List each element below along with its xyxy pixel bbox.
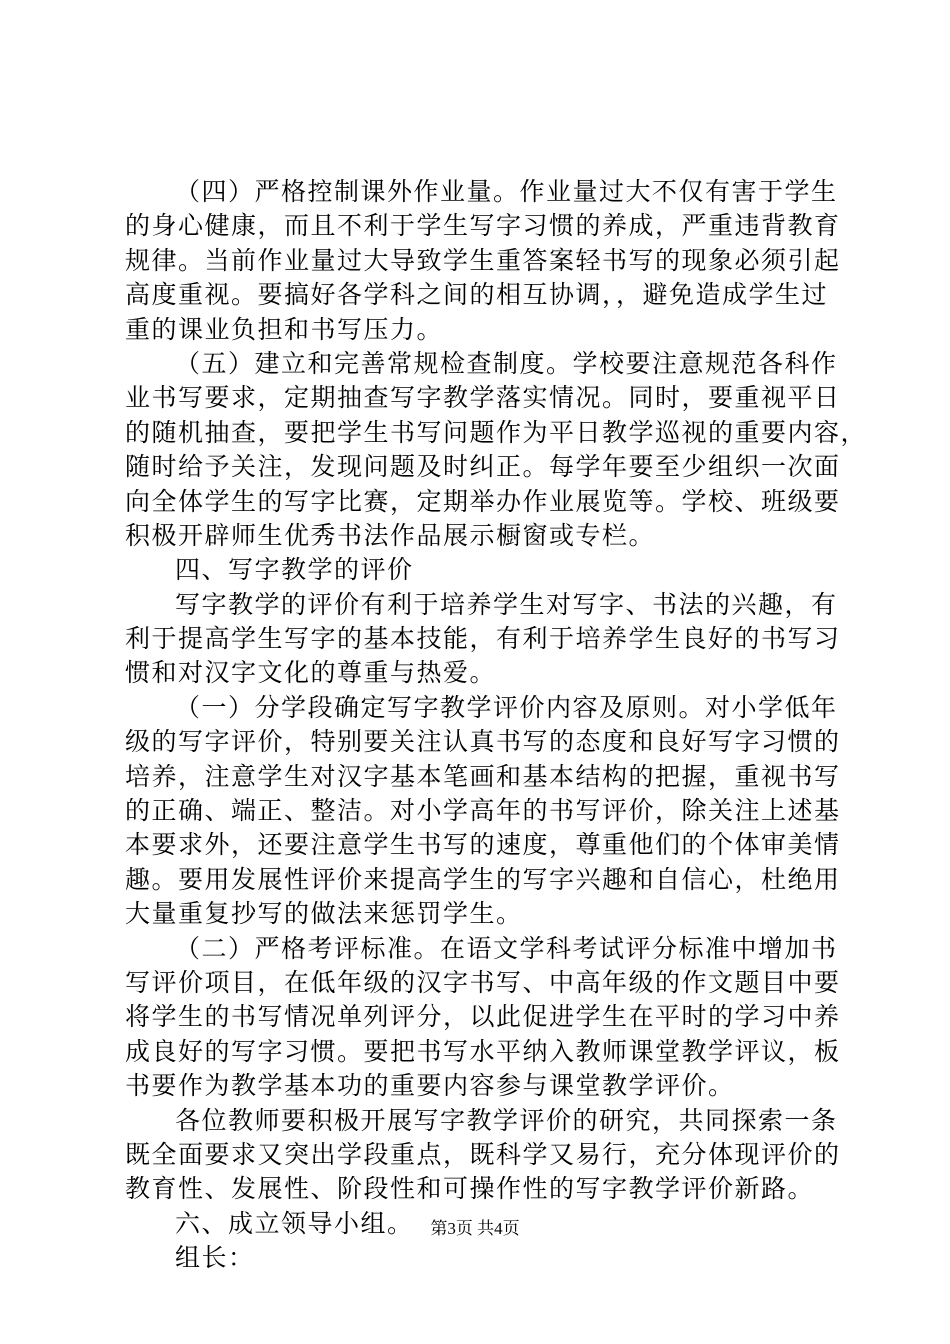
text-line: 将学生的书写情况单列评分，以此促进学生在平时的学习中养 [125, 1002, 841, 1032]
text-line: 各位教师要积极开展写字教学评价的研究，共同探索一条 [175, 1105, 838, 1135]
text-line: 业书写要求，定期抽查写字教学落实情况。同时，要重视平日 [125, 383, 841, 413]
text-line: 成良好的写字习惯。要把书写水平纳入教师课堂教学评议，板 [125, 1036, 841, 1066]
text-line: 利于提高学生写字的基本技能，有利于培养学生良好的书写习 [125, 624, 841, 654]
text-line: （五）建立和完善常规检查制度。学校要注意规范各科作 [175, 348, 838, 378]
text-line: 组长： [175, 1243, 255, 1273]
text-line: 写字教学的评价有利于培养学生对写字、书法的兴趣，有 [175, 589, 838, 619]
text-line: 积极开辟师生优秀书法作品展示橱窗或专栏。 [125, 520, 656, 550]
text-line: 随时给予关注，发现问题及时纠正。每学年要至少组织一次面 [125, 452, 841, 482]
text-line: 的正确、端正、整洁。对小学高年的书写评价，除关注上述基 [125, 796, 841, 826]
page-footer: 第3页 共4页 [430, 1219, 520, 1238]
text-line: 四、写字教学的评价 [175, 555, 414, 585]
text-line: 写评价项目，在低年级的汉字书写、中高年级的作文题目中要 [125, 967, 841, 997]
text-line: （一）分学段确定写字教学评价内容及原则。对小学低年 [175, 692, 838, 722]
text-line: 重的课业负担和书写压力。 [125, 314, 444, 344]
text-line: 六、成立领导小组。 [175, 1208, 414, 1238]
text-line: 书要作为教学基本功的重要内容参与课堂教学评价。 [125, 1071, 735, 1101]
text-line: 教育性、发展性、阶段性和可操作性的写字教学评价新路。 [125, 1174, 815, 1204]
text-line: 大量重复抄写的做法来惩罚学生。 [125, 899, 523, 929]
text-line: 本要求外，还要注意学生书写的速度，尊重他们的个体审美情 [125, 830, 841, 860]
text-line: （四）严格控制课外作业量。作业量过大不仅有害于学生 [175, 177, 838, 206]
text-line: 趣。要用发展性评价来提高学生的写字兴趣和自信心，杜绝用 [125, 864, 841, 894]
text-line: 培养，注意学生对汉字基本笔画和基本结构的把握，重视书写 [125, 761, 841, 791]
text-line: 的随机抽查，要把学生书写问题作为平日教学巡视的重要内容， [125, 417, 868, 447]
text-line: 既全面要求又突出学段重点，既科学又易行，充分体现评价的 [125, 1139, 841, 1169]
document-body [125, 175, 868, 1276]
text-line: 向全体学生的写字比赛，定期举办作业展览等。学校、班级要 [125, 486, 841, 516]
text-line: 惯和对汉字文化的尊重与热爱。 [125, 658, 497, 688]
text-line: 的身心健康，而且不利于学生写字习惯的养成，严重违背教育 [125, 211, 841, 241]
text-line: 高度重视。要搞好各学科之间的相互协调，，避免造成学生过 [125, 280, 829, 310]
text-line: （二）严格考评标准。在语文学科考试评分标准中增加书 [175, 933, 838, 963]
text-line: 规律。当前作业量过大导致学生重答案轻书写的现象必须引起 [125, 245, 841, 275]
text-line: 级的写字评价，特别要关注认真书写的态度和良好写字习惯的 [125, 727, 841, 757]
